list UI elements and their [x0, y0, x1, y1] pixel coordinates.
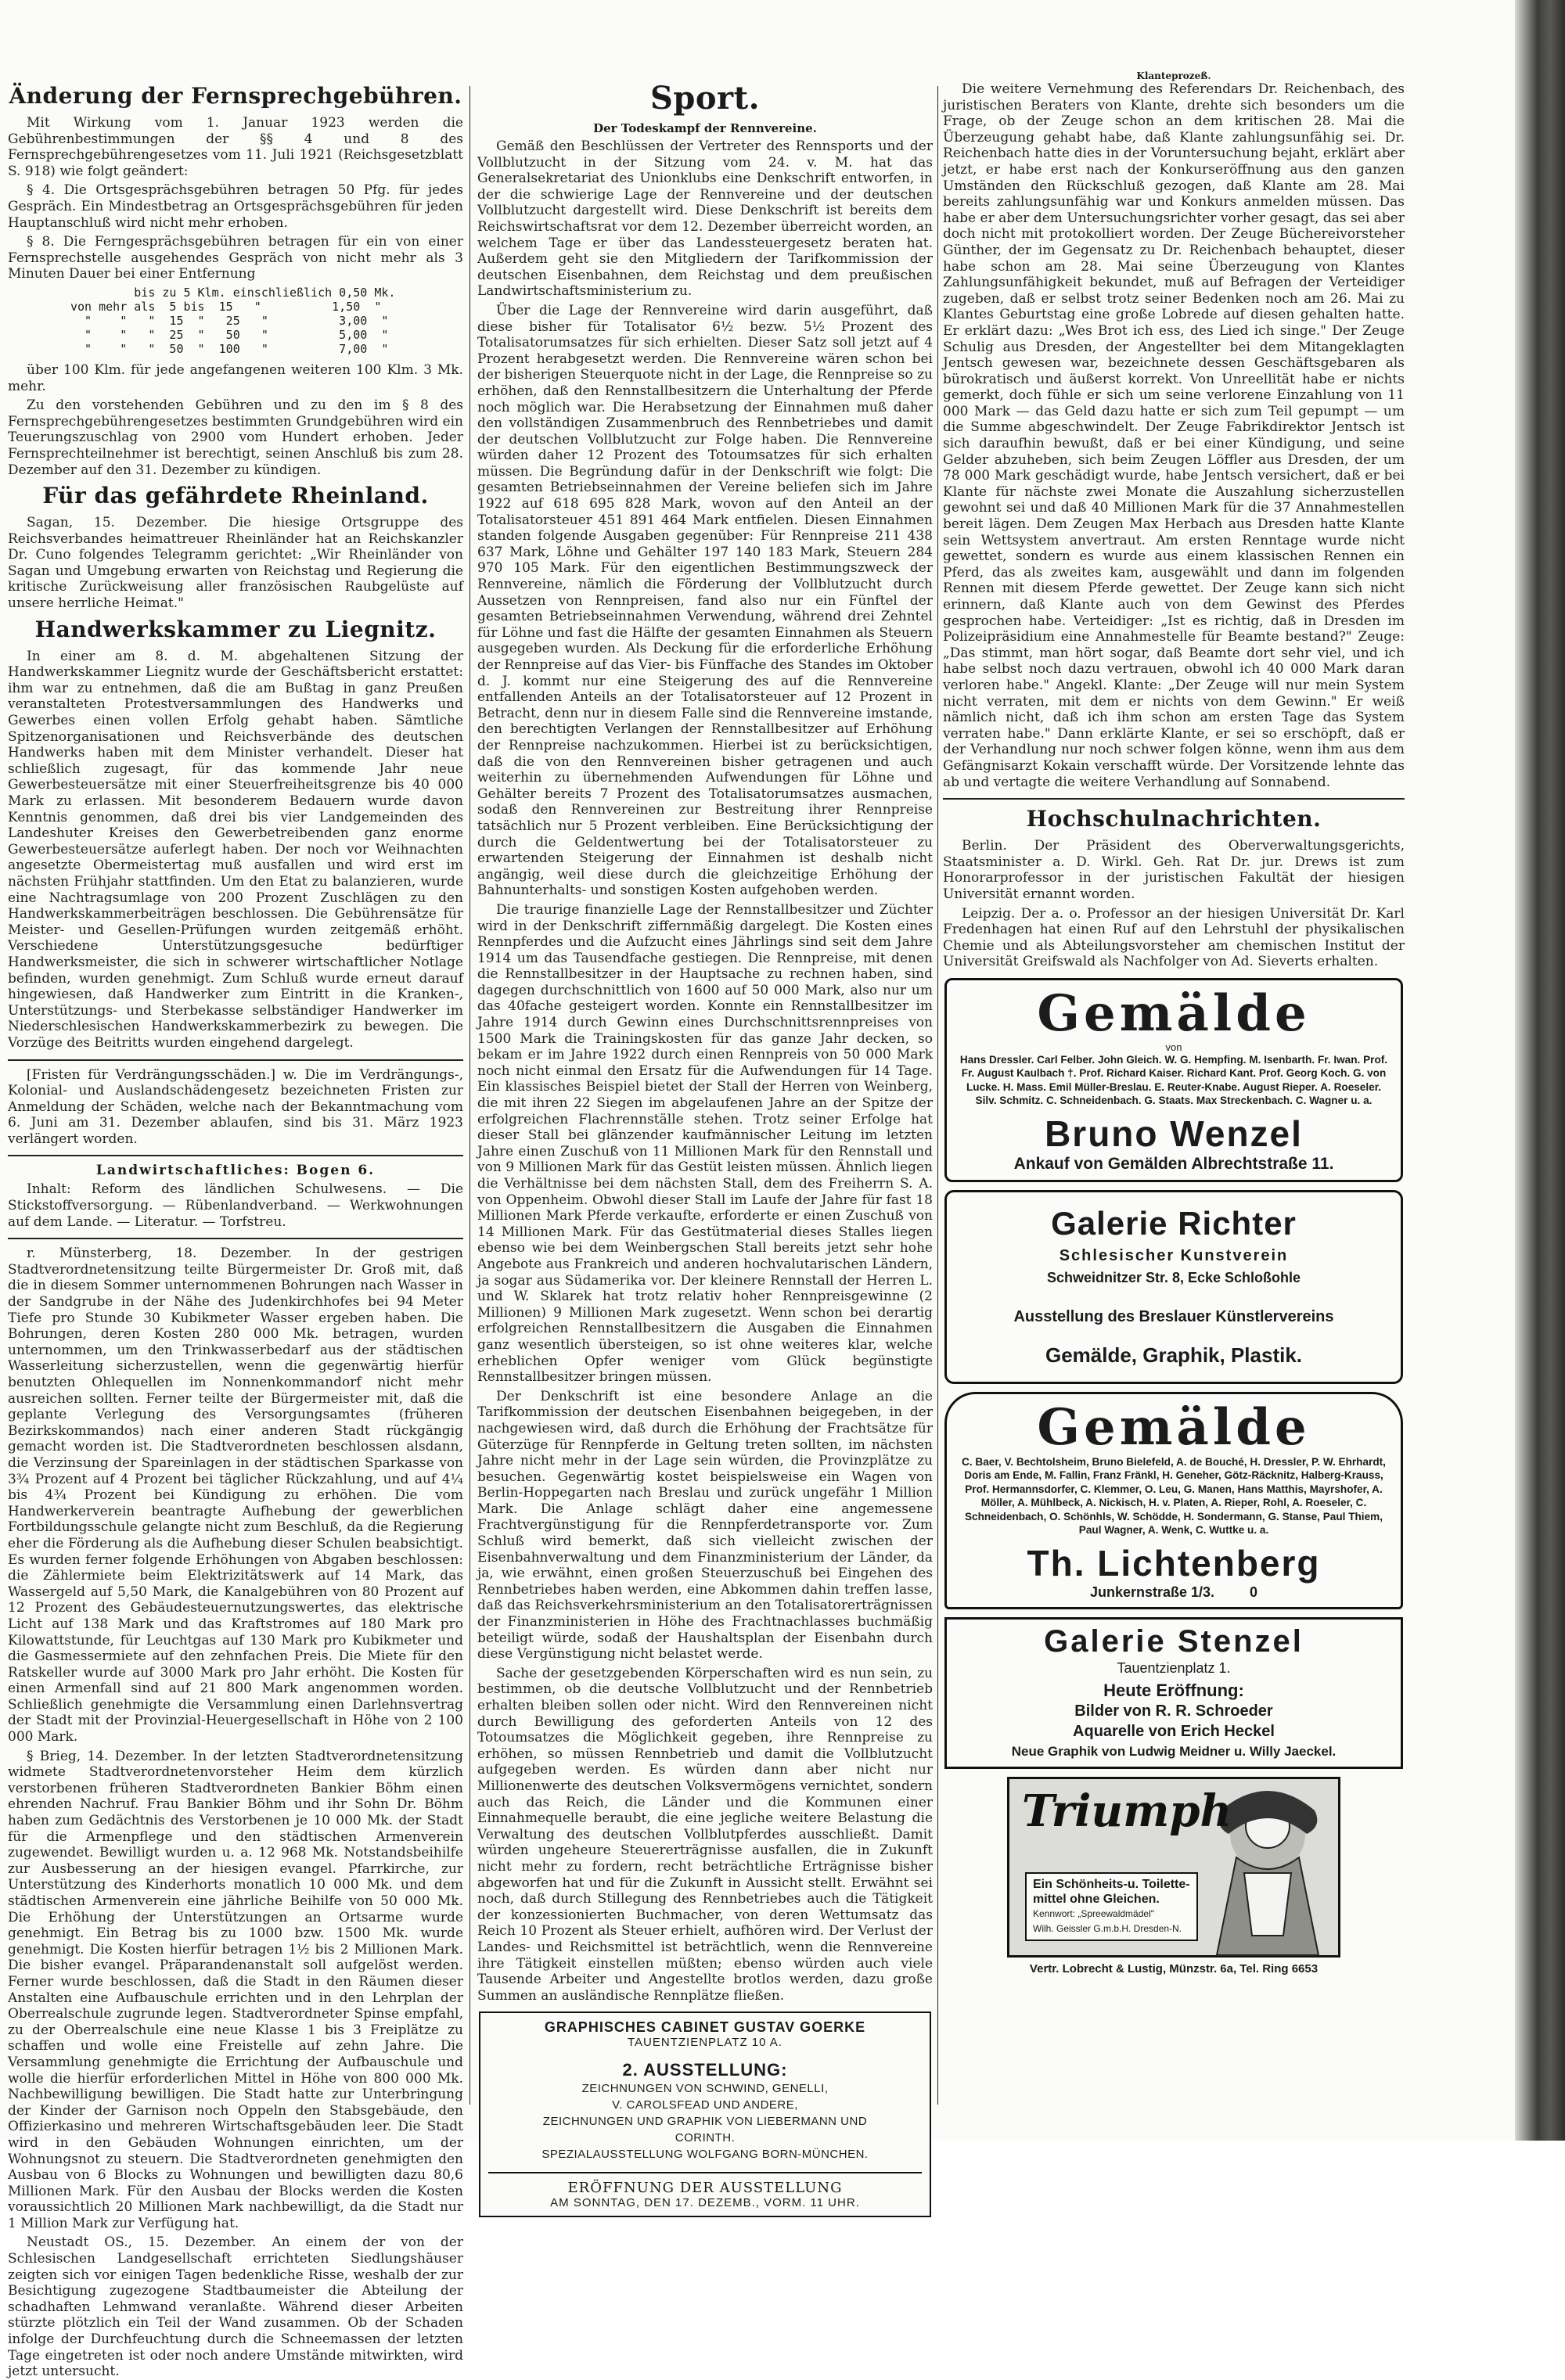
stenzel-line-3: Neue Graphik von Ludwig Meidner u. Willy Jaeckel. — [1011, 1743, 1337, 1759]
middle-column — [477, 78, 933, 2210]
paragraph: § 4. Die Ortsgesprächsgebühren betragen 50 Pfg. für jedes Gespräch. Ein Mindestbetrag an Ortsgesprächsgebühren für jeden Hauptanschluß wird nicht mehr erhoben. — [8, 182, 463, 231]
rate-table — [70, 286, 463, 356]
paragraph: Inhalt: Reform des ländlichen Schulwesens. — Die Stickstoffversorgung. — Rübenlandverband. — Werkwohnungen auf dem Lande. — Literatur. — Torfstreu. — [8, 1181, 463, 1230]
goerke-address: TAUENTZIENPLATZ 10 A. — [628, 2036, 782, 2050]
sport-title: Sport. — [649, 80, 760, 117]
paragraph: Sache der gesetzgebenden Körperschaften wird es nun sein, zu bestimmen, ob die deutsche Vollblutzucht und der Rennbetrieb erhalten bleiben sollen oder nicht. Wird den Rennvereinen nicht durch Bewilligung des geforderten Anteils von 12 des Totoumsatzes die Möglichkeit gegeben, ihre Rennpreise zu erhöhen, so müssen Rennbetrieb und damit die Vollblutzucht aufgegeben werden. Es würden dann aber nicht nur Millionenwerte des deutschen Volksvermögens vernichtet, sondern auch das Reich, die Länder und die Kommunen einer Einnahmequelle beraubt, die eine jegliche weitere Belastung die Verwaltung des deutschen Vollblutpferdes ausschließt. Damit würden ungeheure Steuererträgnisse ausfallen, die in Zukunft nicht mehr zu fordern, recht beträchtliche Erträgnisse bisher abgeworfen hat und für die Zukunft in Aussicht stellt. Erwähnt sei noch, daß durch Stillegung des Rennbetriebes auch die Tätigkeit der konzessionierten Buchmacher, von deren Wettumsatz das Reich 10 Prozent als Steuer erhielt, aufhören wird. Der Verlust der Landes- und Reichsmittel ist beträchtlich, wenn die Rennvereine ihre Tätigkeit einstellen müßten; ebenso würden auch viele Tausende Arbeiter und Angestellte brotlos werden, dazu große Summen an ausländische Rennplätze fließen. — [477, 1665, 933, 2004]
paragraph: § 8. Die Ferngesprächsgebühren betragen für ein von einer Fernsprechstelle ausgehendes Gespräch von nicht mehr als 3 Minuten Dauer bei einer Entfernung — [8, 234, 463, 282]
rate-row: " " " 25 " 50 " 5,00 " — [70, 327, 389, 342]
section-landwirtschaft: Landwirtschaftliches: Bogen 6. — [95, 1163, 376, 1179]
stenzel-line-1: Bilder von R. R. Schroeder — [1074, 1702, 1273, 1720]
goerke-name: GRAPHISCHES CABINET GUSTAV GOERKE — [544, 2019, 866, 2036]
stenzel-title: Galerie Stenzel — [1044, 1623, 1304, 1659]
ad-galerie-richter — [944, 1190, 1403, 1384]
stenzel-address: Tauentzienplatz 1. — [1117, 1659, 1231, 1676]
stenzel-line-2: Aquarelle von Erich Heckel — [1073, 1722, 1275, 1740]
paragraph: [Fristen für Verdrängungsschäden.] w. Die im Verdrängungs-, Kolonial- und Auslandschädengesetz bezeichneten Fristen zur Anmeldung der Schäden, welche nach der Bekanntmachung vom 6. Juni am 31. Dezember ablaufen, sind bis 31. März 1923 verlängert worden. — [8, 1066, 463, 1147]
rate-row: bis zu 5 Klm. einschließlich 0,50 Mk. — [70, 285, 396, 300]
left-column — [8, 78, 463, 2380]
ad-bruno-wenzel — [944, 978, 1403, 1182]
paragraph: Über die Lage der Rennvereine wird darin ausgeführt, daß diese bisher für Totalisator 6½ bezw. 5½ Prozent des Totalisatorumsatzes für sich erhielten. Dieser Satz soll jetzt auf 4 Prozent herabgesetzt werden. Die Rennvereine wären schon bei der bisherigen Steuerquote nicht in der Lage, die Rennpreise so zu erhöhen, daß den Rennstallbesitzern die Unterhaltung der Pferde noch möglich war. Die Herabsetzung der Einnahmen muß daher den vollständigen Zusammenbruch des Rennbetriebes und damit der deutschen Vollblutzucht zur Folge haben. Die Rennvereine würden daher 12 Prozent des Totoumsatzes für sich erhalten müssen. Die Begründung dafür in der Denkschrift wie folgt: Die gesamten Betriebseinnahmen der Vereine beliefen sich im Jahre 1922 auf 618 695 828 Mark, wovon auf den Anteil an der Totalisatorsteuer 451 891 464 Mark entfielen. Diesen Einnahmen standen folgende Ausgaben gegenüber: Für Rennpreise 211 438 637 Mark, Löhne und Gehälter 197 140 183 Mark, Steuern 284 970 105 Mark. Für den eigentlichen Bestimmungszweck der Rennvereine, nämlich die Förderung der Vollblutzucht durch Aussetzen von Rennpreisen, fand also nur ein Fünftel der gesamten Betriebseinnahmen Verwendung, während drei Zehntel für Löhne und fast die Hälfte der gesamten Einnahmen als Steuern ausgegeben wurden. Als Deckung für die erforderliche Erhöhung der Rennpreise auf das Vier- bis Fünffache des Standes im Oktober d. J. kommt nur eine Steigerung des auf die Rennvereine entfallenden Anteils an der Totalisatorsteuer auf 12 Prozent in Betracht, denn nur in diesem Falle sind die Rennvereine imstande, den berechtigten Verlangen der Rennstallbesitzer auf Erhöhung der Rennpreise nachzukommen. Hierbei ist zu berücksichtigen, daß die von den Rennvereinen bisher getragenen und auch weiterhin zu übernehmenden Aufwendungen für Löhne und Gehälter bereits 7 Prozent des Totalisatorumsatzes ausmachen, sodaß den Rennvereinen zur Bestreitung ihrer Rennpreise tatsächlich nur 5 Prozent verbleiben. Eine Berücksichtigung der durch die Geldentwertung bei der Totalisatorsteuer zu erwartenden Steigerung der Einnahmen ist deshalb nicht angängig, weil diese durch die gleichzeitige Erhöhung der Bahnunterhalts- und sonstigen Kosten aufgehoben werden. — [477, 302, 933, 899]
ad-lichtenberg — [944, 1392, 1403, 1609]
rate-row: von mehr als 5 bis 15 " 1,50 " — [70, 299, 382, 314]
lichtenberg-brand: Th. Lichtenberg — [1027, 1542, 1321, 1584]
paragraph: § Brieg, 14. Dezember. In der letzten Stadtverordnetensitzung widmete Stadtverordnetenvorsteher Heim dem kürzlich verstorbenen früheren Stadtverordneten Bankier Böhm einen ehrenden Nachruf. Frau Bankier Böhm und ihr Sohn Dr. Böhm haben zum Gedächtnis des Verstorbenen je 10 000 Mk. der Stadt für die Armenpflege und den städtischen Armenverein zugewendet. Bewilligt wurden u. a. 12 968 Mk. Notstandsbeihilfe zur Ausbesserung an der hiesigen evangel. Pfarrkirche, zur Unterstützung des Kinderhorts monatlich 10 000 Mk. und dem städtischen Armenverein eine jährliche Beihilfe von 50 000 Mk. Die Erhöhung der Unterstützungen an Ortsarme wurde genehmigt. Ein Betrag bis zu 1000 bzw. 1500 Mk. wurde genehmigt. Die Kosten hierfür betragen 1½ bis 2 Millionen Mark. Die bisher evangel. Präparandenanstalt soll aufgelöst werden. Ferner wurde beschlossen, daß die Stadt in den Räumen dieser Anstalten eine Aufbauschule errichten und in den Lehrplan der Oberrealschule zugrunde legen. Stadtverordneter Spinse empfahl, zu der Oberrealschule eine neue Klasse 1 bis 3 Freiplätze zu schaffen und wolle eine Freistelle auf zehn Jahre. Die Versammlung genehmigte die Errichtung der Aufbauschule und wolle die hierfür erforderlichen Mittel in Höhe von 800 000 Mk. Nachbewilligung bewilligen. Die Stadt hatte zur Unterbringung der Kinder der Garnison noch Oppeln den Stabsgebäude, den Offizierkasino und mehreren Wirtschaftsgebäuden leer. Die Stadt wird in den Gebäuden Wohnungen einrichten, um der Wohnungsnot zu steuern. Die Stadtverordneten genehmigten den Ausbau von 6 Blocks zu Wohnungen und bewilligten dazu 80,6 Millionen Mark. Für den Ausbau der Blocks werden die Kosten voraussichtlich 20 Millionen Mark nachbewilligt, da die Stadt nur 1 Million Mark zur Verfügung hat. — [8, 1748, 463, 2231]
lichtenberg-address: Junkernstraße 1/3. — [1089, 1584, 1215, 1600]
divider — [8, 1238, 463, 1239]
goerke-opening-title: ERÖFFNUNG DER AUSSTELLUNG — [488, 2172, 922, 2196]
goerke-line: CORINTH. — [675, 2131, 736, 2145]
divider — [943, 798, 1405, 800]
lichtenberg-code: 0 — [1250, 1584, 1258, 1600]
paragraph: r. Münsterberg, 18. Dezember. In der gestrigen Stadtverordnetensitzung teilte Bürgermeister Dr. Groß mit, daß die in diesem Sommer unternommenen Bohrungen nach Wasser in der Sandgrube in der Nähe des Judenkirchhofes bei 94 Meter Tiefe pro Stunde 30 Kubikmeter Wasser ergeben haben. Die Bohrungen, deren Kosten 280 000 Mk. betragen, wurden unternommen, um den Trinkwasserbedarf aus der städtischen Wasserleitung sicherzustellen, wenn die gegenwärtig hierfür benutzten Ohlequellen im Nonnenkommandorf nicht mehr ausreichen sollten. Ferner teilte der Bürgermeister mit, daß die geplante Verlegung des Versorgungsamtes (früheren Bezirkskommandos) nach einer anderen Stadt rückgängig gemacht worden ist. Die Stadtverordneten beschlossen alsdann, die Verzinsung der Spareinlagen in der städtischen Sparkasse von 3¾ Prozent auf 4 Prozent bei täglicher Rückzahlung, und auf 4¼ bis 4¾ Prozent bei Kündigung zu erhöhen. Die vom Handwerkerverein beantragte Aufhebung der gewerblichen Fortbildungsschule gelangte nicht zum Beschluß, da die Regierung eher die Förderung als die Aufhebung dieser Schulen beabsichtigt. Es wurden ferner folgende Erhöhungen von Abgaben beschlossen: die Zählermiete beim Elektrizitätswerk auf 14 Mark, das Wassergeld auf 5,50 Mark, die Kanalgebühren von 80 Prozent auf 12 Prozent des Gebäudesteuernutzungswertes, das elektrische Licht auf 138 Mark und das Kraftstromes auf 180 Mark pro Kilowattstunde, für Leuchtgas auf 130 Mark pro Kubikmeter und die Gasmessermiete auf den zehnfachen Preis. Die Miete für den Ratskeller wurde auf 3000 Mark pro Jahr erhöht. Die Kosten für einen Armenfall sind auf 21 800 Mark angenommen worden. Schließlich genehmigte die Versammlung einen Darlehnsvertrag der Stadt mit der Provinzial-Heuergesellschaft in Höhe von 2 100 000 Mark. — [8, 1246, 463, 1745]
paragraph: Die weitere Vernehmung des Referendars Dr. Reichenbach, des juristischen Beraters von Klante, drehte sich besonders um die Frage, ob der Zeuge schon an dem kritischen 28. Mai die Überzeugung gehabt habe, daß Klante zahlungsunfähig sei. Dr. Reichenbach hatte dies in der Voruntersuchung bejaht, erklärt aber jetzt, er habe erst nach der Konkurseröffnung aus den ganzen Umständen den Rückschluß gezogen, daß Klante am 28. Mai bereits zahlungsunfähig war und Konkurs anmelden müssen. Das habe er aber dem Untersuchungsrichter vorher gesagt, das sei aber doch nicht mit protokolliert worden. Der Zeuge Büchereivorsteher Günther, der im Gegensatz zu Dr. Reichenbach behauptet, dieser habe schon am 28. Mai seine Überzeugung von Klantes Zahlungsunfähigkeit bekundet, muß auf Befragen der Verteidiger zugeben, daß er selbst trotz seiner Bedenken noch am 26. Mai zu Klantes Geburtstag eine große Lobrede auf diesen gehalten hatte. Er erklärt dazu: „Wes Brot ich ess, des Lied ich singe." Der Zeuge Schulig aus Dresden, der Angestellter bei dem Mitangeklagten Jentsch gewesen war, bezeichnete dessen Geschäftsgebaren als bürokratisch und äußerst korrekt. Von Unreellität habe er nichts gemerkt, doch fühle er sich um seine verlorene Einzahlung von 11 000 Mark — das Geld dazu hatte er sich zum Teil gepumpt — um die Summe abgeschwindelt. Der Zeuge Fabrikdirektor Jentsch ist sich daraufhin bewußt, daß er bei einer Kündigung, und seine Gelder abzuheben, sich beim Zeugen Löffler aus Dresden, der um 78 000 Mark geschädigt wurde, habe Jentsch versichert, daß er bei Klante für nächste zwei Monate die Auszahlung sicherzustellen gewohnt sei und daß 40 Millionen Mark für die 37 Annahmestellen bereit lägen. Dem Zeugen Max Herbach aus Dresden hatte Klante sein Wettsystem anvertraut. Am ersten Renntage wurde nicht gewettet, sondern es wurde aus einem klassischen Rennen ein Pferd, das als zweites kam, ausgewählt und dann im folgenden Rennen mit diesem Pferde gewettet. Der Zeuge kann sich nicht erinnern, daß Klante auch von dem Gewinst des Pferdes gesprochen habe. Verteidiger: „Ist es richtig, daß in Dresden im Polizeipräsidium eine Annahmestelle für Beamte bestand?" Zeuge: „Das stimmt, man hört sogar, daß Beamte dort sehr viel, und ich habe selbst noch dazu vertrauen, obwohl ich 40 000 Mark daran verloren habe." Angekl. Klante: „Der Zeuge will nur mein System nicht verraten, mit dem er nichts von dem Gewinn." Er weiß nämlich nicht, daß ich ihm schon am ersten Tage das System verraten habe." Dann erklärte Klante, er sei so erschöpft, daß er der Verhandlung nur noch schwer folgen könne, wenn ihm aus dem Gefängnisarzt Kokain verschafft würde. Der Vorsitzende lehnte das ab und vertagte die weitere Verhandlung auf Sonnabend. — [943, 81, 1405, 790]
rate-row: " " " 50 " 100 " 7,00 " — [70, 341, 389, 356]
sport-subtitle: Der Todeskampf der Rennvereine. — [593, 121, 817, 135]
headline-fernsprech: Änderung der Fernsprechgebühren. — [9, 83, 462, 109]
paragraph: Leipzig. Der a. o. Professor an der hiesigen Universität Dr. Karl Fredenhagen hat einen Ruf auf den Lehrstuhl der physikalischen Chemie und als Abteilungsvorsteher am chemischen Institut der Universität Greifswald als Nachfolger von Ad. Sieverts erhalten. — [943, 905, 1405, 970]
divider — [8, 1059, 463, 1061]
richter-address: Schweidnitzer Str. 8, Ecke Schloßohle — [1046, 1269, 1301, 1285]
richter-info: Ausstellung des Breslauer Künstlervereins — [1013, 1307, 1334, 1325]
book-binding-edge — [1515, 0, 1565, 2141]
paragraph: Berlin. Der Präsident des Oberverwaltungsgerichts, Staatsminister a. D. Wirkl. Geh. Rat Dr. jur. Drews ist zum Honorarprofessor in der juristischen Fakultät der hiesigen Universität ernannt worden. — [943, 838, 1405, 902]
triumph-tagline-2: mittel ohne Gleichen. — [1033, 1892, 1160, 1906]
paragraph: Neustadt OS., 15. Dezember. An einem der von der Schlesischen Landgesellschaft errichteten Siedlungshäuser zeigten sich vor einigen Tagen bedenkliche Risse, weshalb der zur Besichtigung zugezogene Stadtbaumeister die Abteilung der schadhaften Lehmwand veranlaßte. Während dieser Arbeiten stürzte plötzlich ein Teil der Wand zusammen. Ob der Schaden infolge der Durchfeuchtung durch die Schneemassen der letzten Tage eingetreten ist oder noch andere Umstände mitwirkten, wird jetzt untersucht. — [8, 2234, 463, 2380]
richter-title: Galerie Richter — [1051, 1204, 1297, 1242]
wenzel-brand: Bruno Wenzel — [1045, 1113, 1303, 1154]
wenzel-title: Gemälde — [1037, 983, 1311, 1043]
rate-row: " " " 15 " 25 " 3,00 " — [70, 313, 389, 328]
goerke-line: ZEICHNUNGEN UND GRAPHIK VON LIEBERMANN UND — [542, 2115, 868, 2129]
paragraph: Der Denkschrift ist eine besondere Anlage an die Tarifkommission der deutschen Eisenbahnen beigegeben, in der nachgewiesen wird, daß durch die Erhöhung der Frachtsätze für Güterzüge für Rennpferde in Geltung treten sollten, im nächsten Jahre nicht mehr in der Lage sein würden, die Provinzplätze zu besuchen. Gegenwärtig kostet beispielsweise ein Wagen von Berlin-Hoppegarten nach Breslau und zurück ungefähr 1 Million Mark. Die Anlage schlägt daher eine angemessene Frachtvergünstigung für die Rennpferdetransporte vor. Zum Schluß wird bemerkt, daß sich vielleicht zwischen der Eisenbahnverwaltung und dem Finanzministerium der Länder, da ja, wie erwähnt, einen großen Steuerzuschuß bei Eingehen des Rennbetriebes haben werden, eine Abkommen dahin treffen lasse, daß das Reichsverkehrsministerium an den Totalisatorerträgnissen der Finanzministerien in Höhe des Frachtnachlasses buchmäßig beteiligt würde, sodaß der Haushaltsplan der Eisenbahn durch diese Vergünstigung nicht belastet werde. — [477, 1388, 933, 1663]
ad-goerke — [479, 2011, 931, 2217]
richter-types: Gemälde, Graphik, Plastik. — [1045, 1343, 1303, 1367]
paragraph: über 100 Klm. für jede angefangenen weiteren 100 Klm. 3 Mk. mehr. — [8, 361, 463, 394]
hochschul-title: Hochschulnachrichten. — [1026, 806, 1322, 832]
triumph-dealer: Vertr. Lobrecht & Lustig, Münzstr. 6a, Tel. Ring 6653 — [1029, 1961, 1319, 1976]
goerke-line: SPEZIALAUSSTELLUNG WOLFGANG BORN-MÜNCHEN. — [541, 2148, 869, 2162]
wenzel-artists: Hans Dressler. Carl Felber. John Gleich. W. G. Hempfing. M. Isenbarth. Fr. Iwan. Prof. Fr. August Kaulbach †. Prof. Richard Kaiser. Richard Kant. Prof. Georg Koch. G. von Lucke. H. Mass. Emil Müller-Breslau. E. Reuter-Knabe. August Rieper. A. Roeseler. Silv. Schmitz. C. Schneidenbach. G. Staats. Max Streckenbach. C. Wagner u. a. — [959, 1053, 1388, 1107]
divider — [8, 1155, 463, 1156]
triumph-logo: Triumph — [1022, 1785, 1232, 1837]
column-rule — [937, 86, 938, 2105]
paragraph: Zu den vorstehenden Gebühren und zu den im § 8 des Fernsprechgebührengesetzes bestimmten Grundgebühren wird ein Teuerungszuschlag von 2900 vom Hundert erhoben. Jeder Fernsprechteilnehmer ist berechtigt, seinen Anschluß bis zum 28. Dezember auf den 31. Dezember zu kündigen. — [8, 397, 463, 478]
paragraph: Die traurige finanzielle Lage der Rennstallbesitzer und Züchter wird in der Denkschrift ziffernmäßig dargelegt. Die Kosten eines Rennpferdes und die Aufzucht eines Jährlings sind seit dem Jahre 1914 um das Tausendfache gestiegen. Die Rennpreise, mit denen die Rennstallbesitzer in der Hauptsache zu rechnen haben, sind dagegen durchschnittlich von 1600 auf 50 000 Mark, also nur um das 40fache gesteigert worden. Konnte ein Rennstallbesitzer im Jahre 1914 durch Gewinn eines Durchschnittsrennpreises von 1500 Mark die Trainingskosten für das ganze Jahr decken, so bekam er im Jahre 1922 durch einen Rennpreis von 50 000 Mark noch nicht einmal den Ersatz für die Aufwendungen für 14 Tage. Ein klassisches Beispiel bietet der Stall der Herren von Weinberg, die mit ihren 22 Siegen im abgelaufenen Jahre an der Spitze der erfolgreichen Flachrennställe stehen. Trotz seiner Erfolge hat dieser Stall bei glänzender kaufmännischer Leitung im letzten Jahre einen Zuschuß von 11 Millionen Mark für den Rennstall und von 9 Millionen Mark für das Gestüt leisten müssen. Ähnlich liegen die Verhältnisse bei dem nächsten Stall, dem des Freiherrn S. A. von Oppenheim. Obwohl dieser Stall im Laufe der Jahre für fast 18 Millionen Mark Pferde verkaufte, erforderte er einen Zuschuß von 14 Millionen Mark. Für das Gestütmaterial dieses Stalles liegen ebenso wie bei dem Weinbergschen Stall bereits jetzt sehr hohe Angebote aus Frankreich und anderen hochvalutarischen Ländern, ja sogar aus Südamerika vor. Der kleinere Rennstall der Herren L. und W. Sklarek hat trotz relativ hoher Rennpreisgewinne (2 Millionen) 9 Millionen Mark zugesetzt. Wenn schon bei derartig erfolgreichen Rennstallbesitzern die Ausgaben die Einnahmen ganz wesentlich übersteigen, so ist ohne weiteres klar, welche erheblichen Opfer weniger vom Glück begünstigte Rennstallbesitzer bringen müssen. — [477, 901, 933, 1386]
paragraph: Mit Wirkung vom 1. Januar 1923 werden die Gebührenbestimmungen der §§ 4 und 8 des Fernsprechgebührengesetzes vom 11. Juli 1921 (Reichsgesetzblatt S. 918) wie folgt geändert: — [8, 115, 463, 179]
triumph-text-box — [1025, 1872, 1198, 1941]
paragraph: Sagan, 15. Dezember. Die hiesige Ortsgruppe des Reichsverbandes heimattreuer Rheinländer hat an Reichskanzler Dr. Cuno folgendes Telegramm gerichtet: „Wir Rheinländer von Sagan und Umgebung erwarten von Reichstag und Regierung die kritische Zurückweisung aller französischen Raubgelüste auf unsere herrliche Heimat." — [8, 515, 463, 612]
right-column — [943, 70, 1405, 2101]
goerke-line: V. CAROLSFEAD UND ANDERE, — [612, 2098, 798, 2112]
lichtenberg-artists: C. Baer, V. Bechtolsheim, Bruno Bielefeld, A. de Bouché, H. Dressler, P. W. Ehrhardt, Doris am Ende, M. Fallin, Franz Fränkl, H. Geneher, Götz-Räcknitz, Halberg-Krauss, Prof. Hermannsdorfer, C. Klemmer, O. Leu, G. Manen, Hans Matthis, Mayrshofer, A. Möller, A. Mühlbeck, A. Nickisch, H. v. Platen, A. Rieper, Rohl, A. Roeseler, C. Schneidenbach, O. Schönhls, W. Schödde, H. Sondermann, G. Stanse, Paul Thiem, Paul Wagner, A. Wenk, C. Wuttke u. a. — [962, 1455, 1386, 1537]
wenzel-address: Ankauf von Gemälden Albrechtstraße 11. — [1013, 1154, 1334, 1173]
triumph-tagline-1: Ein Schönheits-u. Toilette- — [1033, 1877, 1190, 1891]
goerke-exhibition: 2. AUSSTELLUNG: — [622, 2060, 788, 2080]
lichtenberg-address-line — [956, 1584, 1391, 1601]
triumph-maker: Wilh. Geissler G.m.b.H. Dresden-N. — [1033, 1922, 1182, 1934]
lichtenberg-title: Gemälde — [1037, 1397, 1311, 1457]
ad-galerie-stenzel — [944, 1617, 1403, 1769]
goerke-opening-date: AM SONNTAG, DEN 17. DEZEMB., VORM. 11 UHR. — [550, 2196, 860, 2210]
stenzel-opening: Heute Eröffnung: — [1103, 1680, 1244, 1700]
klanteprozess-title: Klanteprozeß. — [1136, 70, 1211, 81]
richter-subtitle: Schlesischer Kunstverein — [1059, 1246, 1289, 1264]
paragraph: Gemäß den Beschlüssen der Vertreter des Rennsports und der Vollblutzucht in der Sitzung vom 24. v. M. hat das Generalsekretariat des Unionklubs eine Denkschrift entworfen, in der die schwierige Lage der Rennvereine und der deutschen Vollblutzucht dargestellt wird. Diese Denkschrift ist bereits dem Reichswirtschaftsrat vor dem 12. Dezember überreicht worden, an welchem Tage er über das Landessteuergesetz beraten hat. Außerdem geht sie den Mitgliedern der Tarifkommission der deutschen Eisenbahnen, dem Reichstag und dem preußischen Landwirtschaftsministerium zu. — [477, 138, 933, 300]
wenzel-von: von — [1165, 1041, 1182, 1053]
headline-rheinland: Für das gefährdete Rheinland. — [42, 483, 429, 509]
goerke-line: ZEICHNUNGEN VON SCHWIND, GENELLI, — [581, 2082, 829, 2096]
triumph-tagline-3: Kennwort: „Spreewaldmädel" — [1033, 1907, 1155, 1919]
headline-handwerkskammer: Handwerkskammer zu Liegnitz. — [34, 616, 437, 642]
ad-triumph — [1007, 1777, 1340, 1958]
paragraph: In einer am 8. d. M. abgehaltenen Sitzung der Handwerkskammer Liegnitz wurde der Geschäftsbericht erstattet: ihm war zu entnehmen, daß die am Bußtag in ganz Preußen veranstalteten Protestversammlungen des Handwerks und Gewerbes einen vollen Erfolg gehabt haben. Sämtliche Spitzenorganisationen und Reichsverbände des deutschen Handwerks haben mit dem Minister verhandelt. Dieser hat schließlich zugesagt, für das kommende Jahr neue Gewerbesteuersätze mit einer Steuerfreiheitsgrenze bis 40 000 Mark zu erlassen. Mit besonderem Bedauern wurde davon Kenntnis genommen, daß drei bis vier Landgemeinden des Landeshuter Kreises den Gewerbetreibenden ganz enorme Gewerbesteuersätze auferlegt haben. Der noch vor Weihnachten angesetzte Obermeistertag muß ausfallen und wird erst im nächsten Frühjahr stattfinden. Um den Etat zu balanzieren, wurde eine Nachtragsumlage von 200 Prozent Zuschlägen zu den Handwerkskammerbeiträgen beschlossen. Die Gebührensätze für Meister- und Gesellen-Prüfungen wurden zeitgemäß erhöht. Verschiedene Unterstützungsgesuche bedürftiger Handwerksmeister, die sich in schwerer wirtschaftlicher Notlage befinden, wurden genehmigt. Zum Schluß wurde erneut darauf hingewiesen, daß Handwerker zum Eintritt in die Kranken-, Unterstützungs- und Sterbekasse selbständiger Handwerker im Niederschlesischen Handwerkskammerbezirk zu bewegen. Die Vorzüge des Beitritts wurden eingehend dargelegt. — [8, 648, 463, 1051]
